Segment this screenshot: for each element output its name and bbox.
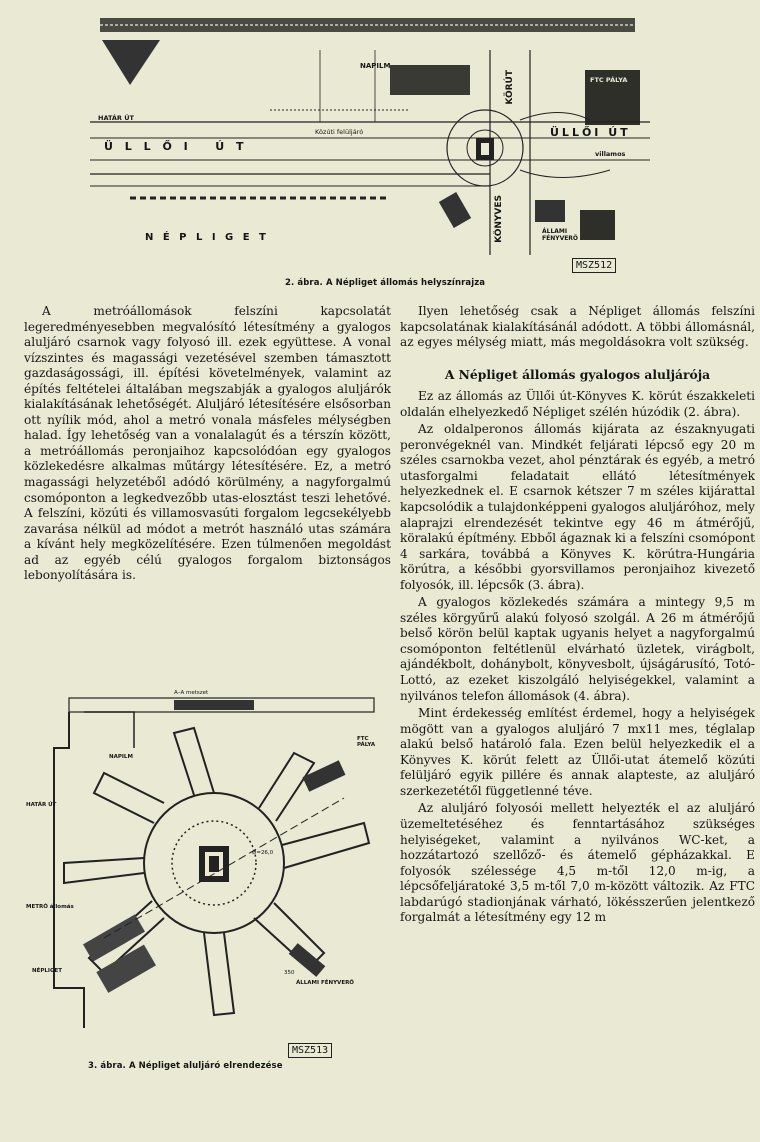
map-label-ftc-palya: FTC PÁLYA	[590, 76, 628, 84]
left-text-column	[24, 304, 391, 584]
figure-3-underpass-layout	[24, 688, 392, 1043]
figure-2-stamp: MSZ512	[572, 258, 616, 273]
map-label-konyves: KÖNYVES	[494, 195, 504, 243]
figure-3-stamp: MSZ513	[288, 1043, 332, 1058]
right-text-column	[400, 304, 755, 926]
paragraph: Az aluljáró folyosói mellett helyezték el az aluljáró üzemeltetéséhez és fenntartásához szükséges helyiségeket, valamint a nyilvános WC-ket, a hozzátartozó szellőző- és átemelő gépházakkal. E folyosók szélessége 4,5 m-től 12,0 m-ig, a lépcsőfeljáratoké 3,5 m-től 7,0 m-között változik. Az FTC labdarúgó stadionjának várható, lökésszerűen jelentkező forgalmát a létesítmény egy 12 m	[400, 801, 755, 925]
fig3-label-hatar-ut: HATÁR ÚT	[26, 802, 57, 808]
fig3-label-allami-fenyvero: ÁLLAMI FÉNYVERŐ	[296, 980, 354, 986]
fig3-label-350: 350	[284, 970, 295, 976]
intro-paragraph: Ilyen lehetőség csak a Népliget állomás felszíni kapcsolatának kialakításánál adódott. A többi állomásnál, az egyes mélység miatt, más megoldásokra volt szükség.	[400, 304, 755, 350]
fig3-label-diameter: Ø=26,0	[252, 850, 274, 856]
fig3-label-napilm: NAPILM	[109, 754, 133, 760]
underpass-drawing	[24, 688, 392, 1043]
fig3-label-ftc-palya: FTC PÁLYA	[357, 736, 376, 748]
map-label-villamos: villamos	[595, 150, 626, 158]
map-label-ulloi-ut-right: ÜLLŐI ÚT	[550, 126, 631, 139]
fig3-label-aa-metszet: A–A metszet	[174, 690, 209, 696]
map-label-hatar-ut: HATÁR ÚT	[98, 114, 134, 122]
map-label-nepliget: N É P L I G E T	[145, 232, 269, 243]
figure-3-caption: 3. ábra. A Népliget aluljáró elrendezése	[88, 1061, 283, 1071]
map-label-allami-fenyvero: ÁLLAMI FÉNYVERŐ	[542, 228, 579, 242]
map-label-korut: KÖRÚT	[505, 70, 515, 105]
paragraph: A metróállomások felszíni kapcsolatát legeredményesebben megvalósító létesítmény a gyalogos aluljáró csarnok vagy folyosó ill. ezek együttese. A vonal vízszintes és magassági vezetésével szemben támasztott gazdaságossági, ill. építési követelmények, valamint az építés feltételei általában megszabják a gyalogos aluljárók kialakításának lehetőségét. Aluljáró létesítésére elsősorban ott nyílik mód, ahol a metró vonala másfeles mélységben halad. Így lehetőség van a vonalalagút és a térszín között, a metróállomás peronjaihoz kapcsolódóan egy gyalogos közlekedésre alkalmas műtárgy létesítésére. Ez, a metró magassági helyzetéből adódó körülmény, a nagyforgalmú csomóponton a legkedvezőbb utas-elosztást teszi lehetővé. A felszíni, közúti és villamosvasúti forgalom legcsekélyebb zavarása nélkül ad módot a metrót használó utas számára a kívánt hely megközelítésére. Ezen túlmenően megoldást ad az egyéb célú gyalogos forgalom biztonságos lebonyolítására is.	[24, 304, 391, 583]
paragraph: Mint érdekesség említést érdemel, hogy a helyiségek mögött van a gyalogos aluljáró 7 mx11 mes, téglalap alakú belső határoló fala. Ezen belül helyezkedik el a Könyves K. körút felett az Üllői-utat átemelő közúti felüljáró egyik pillére és annak alapteste, az aluljáró szerkezetétől függetlenné téve.	[400, 706, 755, 798]
fig3-label-nepliget: NÉPLIGET	[32, 968, 62, 974]
figure-2-caption: 2. ábra. A Népliget állomás helyszínrajza	[285, 278, 486, 288]
map-label-napilm: NAPILM	[360, 62, 391, 70]
figure-2-site-plan	[90, 10, 650, 255]
section-heading: A Népliget állomás gyalogos aluljárója	[444, 366, 711, 382]
map-label-kozuti-felujaro: Közúti felüljáró	[315, 128, 364, 136]
paragraph: Az oldalperonos állomás kijárata az északnyugati peronvégeknél van. Mindkét feljárati lépcső egy 20 m széles csarnokba vezet, ahol pénztárak és egyéb, a metró utasforgalmi feladatait ellátó létesítmények helyezkednek el. E csarnok kétszer 7 m széles kijárattal kapcsolódik a tulajdonképpeni gyalogos aluljáróhoz, mely alaprajzi elrendezését tekintve egy 46 m átmérőjű, köralakú építmény. Ebből ágaznak ki a felszíni csomópont 4 sarkára, továbbá a Könyves K. körútra-Hungária körútra, a későbbi gyorsvillamos peronjaihoz kivezető folyosók, ill. lépcsők (3. ábra).	[400, 422, 755, 592]
paragraph: Ez az állomás az Üllői út-Könyves K. körút északkeleti oldalán elhelyezkedő Népliget szélén húzódik (2. ábra).	[400, 389, 755, 419]
map-label-ulloi-ut-left: Ü L L Ő I Ú T	[104, 140, 248, 153]
fig3-label-metro-allomas: METRÓ állomás	[26, 904, 74, 910]
paragraph: A gyalogos közlekedés számára a mintegy 9,5 m széles körgyűrű alakú folyosó szolgál. A 26 m átmérőjű belső körön belül kaptak ugyanis helyet a nagyforgalmú csomóponton feltétlenül elvárható üzletek, virágbolt, ajándékbolt, dohánybolt, könyvesbolt, újságárusító, Totó-Lottó, az ezeket kiszolgáló helyiségekkel, valamint a nyilvános telefon állomások (4. ábra).	[400, 595, 755, 703]
